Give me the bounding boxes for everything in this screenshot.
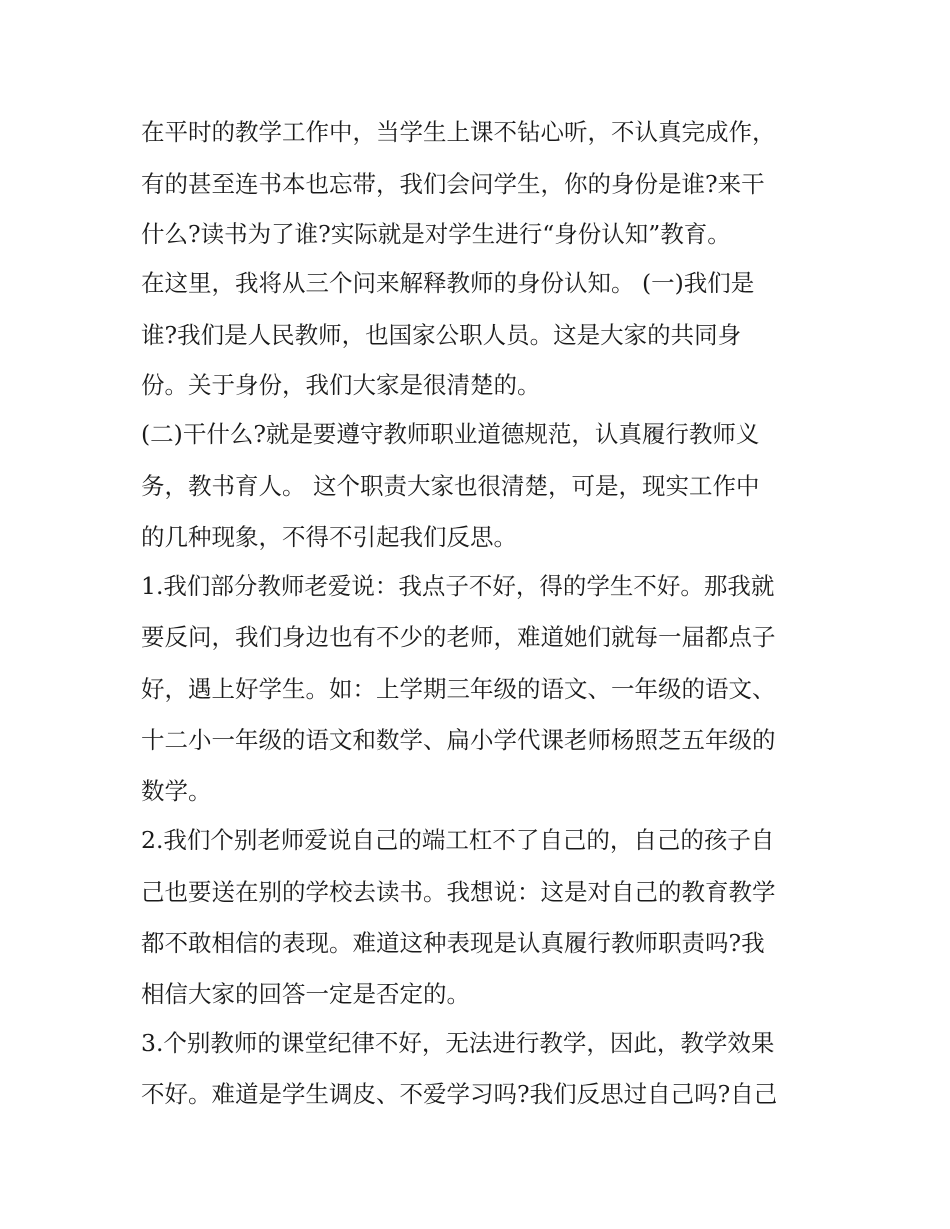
paragraph-point-2 [141,815,821,1018]
text-line: 要反问，我们身边也有不少的老师，难道她们就每一届都点子 [141,623,776,652]
text-line: 好，遇上好学生。如：上学期三年级的语文、一年级的语文、 [141,674,776,703]
paragraph-what-to-do [141,409,821,560]
text-line: 不好。难道是学生调皮、不爱学习吗?我们反思过自己吗?自己 [141,1080,778,1109]
paragraph-identity-education [141,107,821,258]
paragraph-who-are-we [141,258,821,409]
text-line: 在这里，我将从三个问来解释教师的身份认知。 (一)我们是 [141,269,755,298]
text-line: 3.个别教师的课堂纪律不好，无法进行教学，因此，教学效果 [141,1028,775,1057]
text-line: 1.我们部分教师老爱说：我点子不好，得的学生不好。那我就 [141,571,775,600]
text-line: 都不敢相信的表现。难道这种表现是认真履行教师职责吗?我 [141,929,765,958]
text-line: 在平时的教学工作中，当学生上课不钻心听，不认真完成作， [141,118,776,146]
text-line: 己也要送在别的学校去读书。我想说：这是对自己的教育教学 [141,877,776,906]
text-line: 什么?读书为了谁?实际就是对学生进行“身份认知”教育。 [141,220,731,249]
text-line: (二)干什么?就是要遵守教师职业道德规范，认真履行教师义 [141,420,760,449]
text-line: 数学。 [141,776,212,805]
text-line: 的几种现象，不得不引起我们反思。 [141,522,517,551]
paragraph-point-3 [141,1018,821,1121]
paragraph-point-1 [141,561,821,815]
text-line: 相信大家的回答一定是否定的。 [141,979,470,1008]
text-line: 份。关于身份，我们大家是很清楚的。 [141,371,541,400]
text-line: 2.我们个别老师爱说自己的端工杠不了自己的，自己的孩子自 [141,825,775,854]
text-line: 务，教书育人。 这个职责大家也很清楚，可是，现实工作中 [141,471,760,500]
document-body [141,107,821,1121]
text-line: 谁?我们是人民教师，也国家公职人员。这是大家的共同身 [141,320,742,349]
text-line: 十二小一年级的语文和数学、扁小学代课老师杨照芝五年级的 [141,726,776,755]
text-line: 有的甚至连书本也忘带，我们会问学生，你的身份是谁?来干 [141,169,765,198]
